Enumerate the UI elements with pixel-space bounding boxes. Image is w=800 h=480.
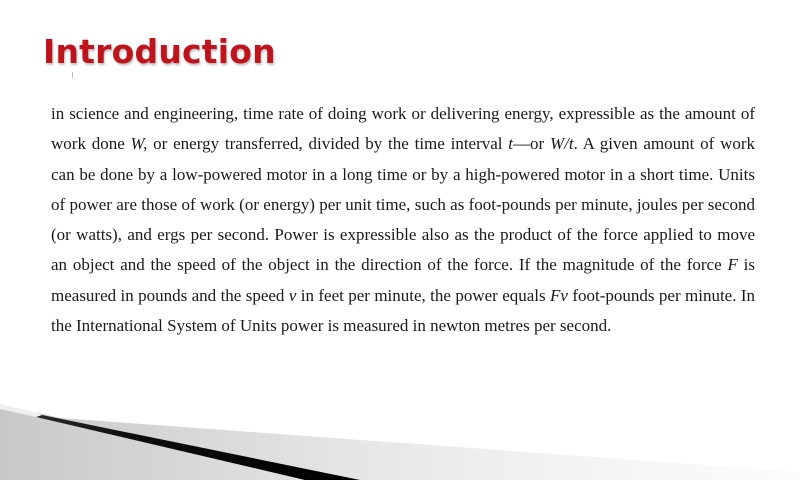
body-text-part-4: . A given amount of work can be done by a low-powered motor in a long time or by a high-powered motor in a short time. Units of power are those of work (or energy) per unit time, such as foot-pounds per minute, joules per second (or watts), and ergs per second. Power is expressible also as the product of the force applied to move an object and the speed of the object in the direction of the force. If the magnitude of the force bbox=[51, 134, 756, 275]
body-text-part-5: is measured in pounds and the speed bbox=[51, 255, 755, 305]
body-text-part-3: —or bbox=[513, 134, 550, 154]
body-text-part-7: foot-pounds per minute. In the International System of Units power is measured in newton metres per second. bbox=[51, 285, 756, 336]
body-text-part-6: in feet per minute, the power equals bbox=[296, 285, 551, 305]
grey-wedge-stripe bbox=[0, 404, 800, 480]
var-Fv: Fv bbox=[550, 285, 568, 305]
body-paragraph bbox=[51, 99, 755, 341]
var-F: F bbox=[727, 255, 738, 275]
var-W-over-t: W/t bbox=[549, 134, 574, 154]
slide-title: Introduction bbox=[43, 32, 276, 71]
body-text-part-2: or energy transferred, divided by the time interval bbox=[147, 134, 509, 154]
black-wedge-stripe bbox=[36, 415, 360, 480]
white-highlight-stripe bbox=[0, 404, 42, 417]
body-text-part-1: in science and engineering, time rate of doing work or delivering energy, expressible as the amount of work done bbox=[51, 104, 755, 154]
title-tick-mark bbox=[72, 72, 73, 78]
var-v: v bbox=[288, 285, 297, 305]
var-t: t bbox=[508, 134, 514, 154]
var-W: W, bbox=[130, 134, 148, 154]
